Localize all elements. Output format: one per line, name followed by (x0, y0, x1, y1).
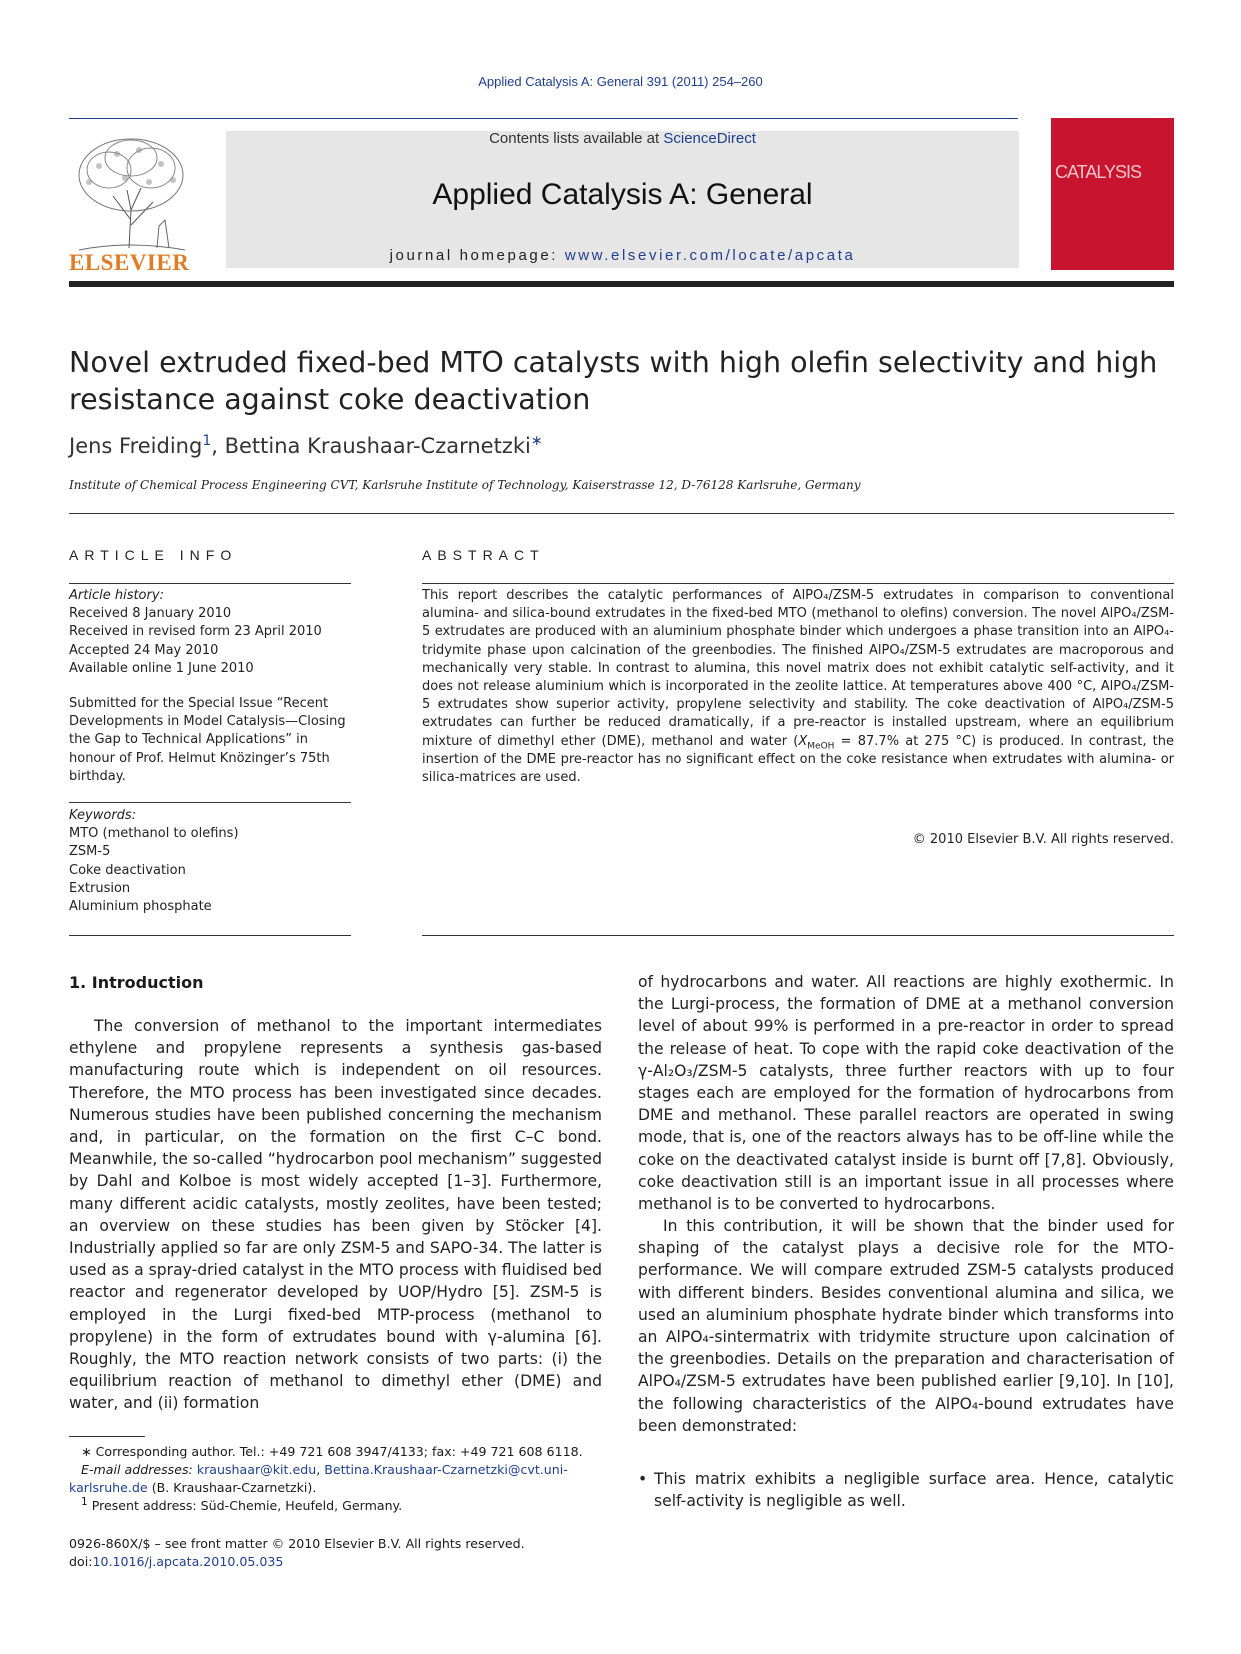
doi-link[interactable]: 10.1016/j.apcata.2010.05.035 (92, 1554, 284, 1569)
header-thick-rule (69, 281, 1174, 287)
present-address-text: Present address: Süd-Chemie, Heufeld, Germany. (91, 1498, 403, 1513)
divider (69, 583, 351, 584)
email-note: E-mail addresses: kraushaar@kit.edu, Bettina.Kraushaar-Czarnetzki@cvt.uni-karlsruhe.de (B. Kraushaar-Czarnetzki). (69, 1462, 568, 1495)
keyword: MTO (methanol to olefins) (69, 826, 239, 842)
intro-paragraph-2: In this contribution, it will be shown that the binder used for shaping of the catalyst plays a decisive role for the MTO-performance. We will compare extruded ZSM-5 catalysts produced with different binders. Besides conventional alumina and silica, we used an aluminium phosphate hydrate binder which transforms into an AlPO₄-sintermatrix with tridymite structure upon calcination of the greenbodies. Details on the preparation and characterisation of AlPO₄/ZSM-5 extrudates have been published earlier [9,10]. In [10], the following characteristics of the AlPO₄-bound extrudates have been demonstrated: (638, 1217, 1174, 1435)
email-link-1[interactable]: kraushaar@kit.edu (196, 1462, 317, 1477)
front-matter (69, 1535, 602, 1571)
footnote-mark: ∗ (81, 1444, 92, 1459)
footnotes (69, 1443, 602, 1515)
article-info-heading: ARTICLE INFO (69, 547, 238, 563)
keyword: ZSM-5 (69, 844, 111, 860)
corresponding-author-note (69, 1443, 602, 1461)
footnote-mark: 1 (81, 1495, 88, 1508)
abstract-copyright: © 2010 Elsevier B.V. All rights reserved. (912, 832, 1174, 847)
list-item-text: This matrix exhibits a negligible surface area. Hence, catalytic self-activity is negligible as well. (654, 1470, 1174, 1511)
history-received: Received 8 January 2010 (69, 606, 232, 622)
divider (69, 935, 351, 936)
top-rule (69, 118, 1018, 119)
author-separator: , (211, 434, 225, 458)
journal-citation[interactable]: Applied Catalysis A: General 391 (2011) 254–260 (478, 74, 763, 89)
history-accepted: Accepted 24 May 2010 (69, 642, 219, 658)
footnote-rule (69, 1436, 145, 1437)
sciencedirect-link[interactable]: ScienceDirect (663, 130, 756, 147)
issn-line: 0926-860X/$ – see front matter © 2010 Elsevier B.V. All rights reserved. (69, 1536, 525, 1551)
article-history (69, 587, 351, 678)
contents-line (226, 130, 1019, 147)
author-2: Bettina Kraushaar-Czarnetzki (224, 434, 531, 458)
elsevier-tree-logo-icon (69, 130, 195, 270)
bullet-mark: • (638, 1470, 648, 1488)
divider (69, 513, 1174, 514)
contents-prefix: Contents lists available at (489, 130, 664, 147)
article-title: Novel extruded fixed-bed MTO catalysts with high olefin selectivity and high resistance against coke deactivation (69, 346, 1158, 416)
author-1: Jens Freiding (69, 434, 203, 458)
special-issue-note: Submitted for the Special Issue “Recent Developments in Model Catalysis—Closing the Gap to Technical Applications” in honour of Prof. Helmut Knözinger’s 75th birthday. (69, 696, 346, 784)
keyword: Aluminium phosphate (69, 899, 212, 915)
doi-line (69, 1553, 602, 1571)
history-label: Article history: (69, 588, 164, 603)
divider (422, 583, 1174, 584)
corresponding-author-text: Corresponding author. Tel.: +49 721 608 3947/4133; fax: +49 721 608 6118. (95, 1444, 583, 1459)
doi-label: doi: (69, 1554, 93, 1569)
present-address-note (69, 1497, 602, 1515)
history-revised: Received in revised form 23 April 2010 (69, 624, 322, 640)
email-owner: (B. Kraushaar-Czarnetzki). (151, 1480, 317, 1495)
section-heading-introduction: 1. Introduction (69, 973, 204, 992)
homepage-line (226, 247, 1019, 264)
journal-cover-thumbnail[interactable] (1051, 118, 1174, 270)
abstract-heading: ABSTRACT (422, 547, 545, 563)
corresponding-author-mark[interactable]: ∗ (530, 433, 543, 449)
email-label: E-mail addresses: (81, 1462, 193, 1477)
homepage-link[interactable]: www.elsevier.com/locate/apcata (564, 247, 856, 264)
email-link-2[interactable]: Bettina.Kraushaar-Czarnetzki@cvt.uni-karlsruhe.de (69, 1462, 568, 1495)
keyword: Extrusion (69, 880, 131, 896)
list-item (638, 1468, 1174, 1512)
cover-title: CATALYSIS (1055, 162, 1142, 182)
intro-paragraph-1: The conversion of methanol to the important intermediates ethylene and propylene represents a synthesis gas-based manufacturing route which is independent on oil resources. Therefore, the MTO process has been investigated since decades. Numerous studies have been published concerning the mechanism and, in particular, on the formation on the first C–C bond. Meanwhile, the so-called “hydrocarbon pool mechanism” suggested by Dahl and Kolboe is most widely accepted [1–3]. Furthermore, many different acidic catalysts, mostly zeolites, have been tested; an overview on these studies has been given by Stöcker [4]. Industrially applied so far are only ZSM-5 and SAPO-34. The latter is used as a spray-dried catalyst in the MTO process with fluidised bed reactor and regenerator developed by UOP/Hydro [5]. ZSM-5 is employed in the Lurgi fixed-bed MTP-process (methanol to propylene) in the form of extrudates bound with γ-alumina [6]. Roughly, the MTO reaction network consists of two parts: (i) the equilibrium reaction of methanol to dimethyl ether (DME) and water, and (ii) formation (69, 1017, 602, 1413)
intro-paragraph-1-continued: of hydrocarbons and water. All reactions are highly exothermic. In the Lurgi-process, the formation of DME at a methanol conversion level of about 99% is performed in a pre-reactor in order to spread the release of heat. To cope with the rapid coke deactivation of the γ-Al₂O₃/ZSM-5 catalysts, three further reactors with up to four stages each are employed for the formation of hydrocarbons from DME and methanol. These parallel reactors are operated in swing mode, that is, one of the reactors always has to be off-line while the coke on the deactivated catalyst inside is burnt off [7,8]. Obviously, coke deactivation still is an important issue in all processes where methanol is to be converted to hydrocarbons. (638, 973, 1174, 1214)
abstract-text: This report describes the catalytic performances of AlPO₄/ZSM-5 extrudates in comparison to conventional alumina- and silica-bound extrudates in the fixed-bed MTO (methanol to olefins) conversion. The novel AlPO₄/ZSM-5 extrudates are produced with an aluminium phosphate binder which undergoes a phase transition into an AlPO₄-tridymite phase upon calcination of the greenbodies. The finished AlPO₄/ZSM-5 extrudates are macroporous and mechanically very stable. In contrast to alumina, this novel matrix does not exhibit catalytic self-activity, and it does not release aluminium which is incorporated in the zeolite lattice. At temperatures above 400 °C, AlPO₄/ZSM-5 extrudates show superior activity, propylene selectivity and stability. The coke deactivation of AlPO₄/ZSM-5 extrudates can further be reduced dramatically, if a pre-reactor is installed upstream, where an equilibrium mixture of dimethyl ether (DME), methanol and water ($X_{MeOH} = 87.7\%$ at 275 °C) is produced. In contrast, the insertion of the DME pre-reactor has no significant effect on the coke resistance when extrudates with alumina- or silica-matrices are used. (422, 588, 1174, 786)
affiliation: Institute of Chemical Process Engineering CVT, Karlsruhe Institute of Technology, Kaiserstrasse 12, D-76128 Karlsruhe, Germany (69, 478, 861, 492)
keywords-label: Keywords: (69, 808, 137, 823)
author-1-footnote-mark[interactable]: 1 (202, 433, 212, 449)
history-online: Available online 1 June 2010 (69, 660, 254, 676)
keyword: Coke deactivation (69, 862, 186, 878)
keywords (69, 807, 351, 916)
divider (69, 802, 351, 803)
journal-title: Applied Catalysis A: General (432, 178, 813, 211)
authors (69, 434, 543, 458)
homepage-prefix: journal homepage: (389, 247, 565, 264)
divider (422, 935, 1174, 936)
elsevier-wordmark: ELSEVIER (69, 250, 190, 275)
